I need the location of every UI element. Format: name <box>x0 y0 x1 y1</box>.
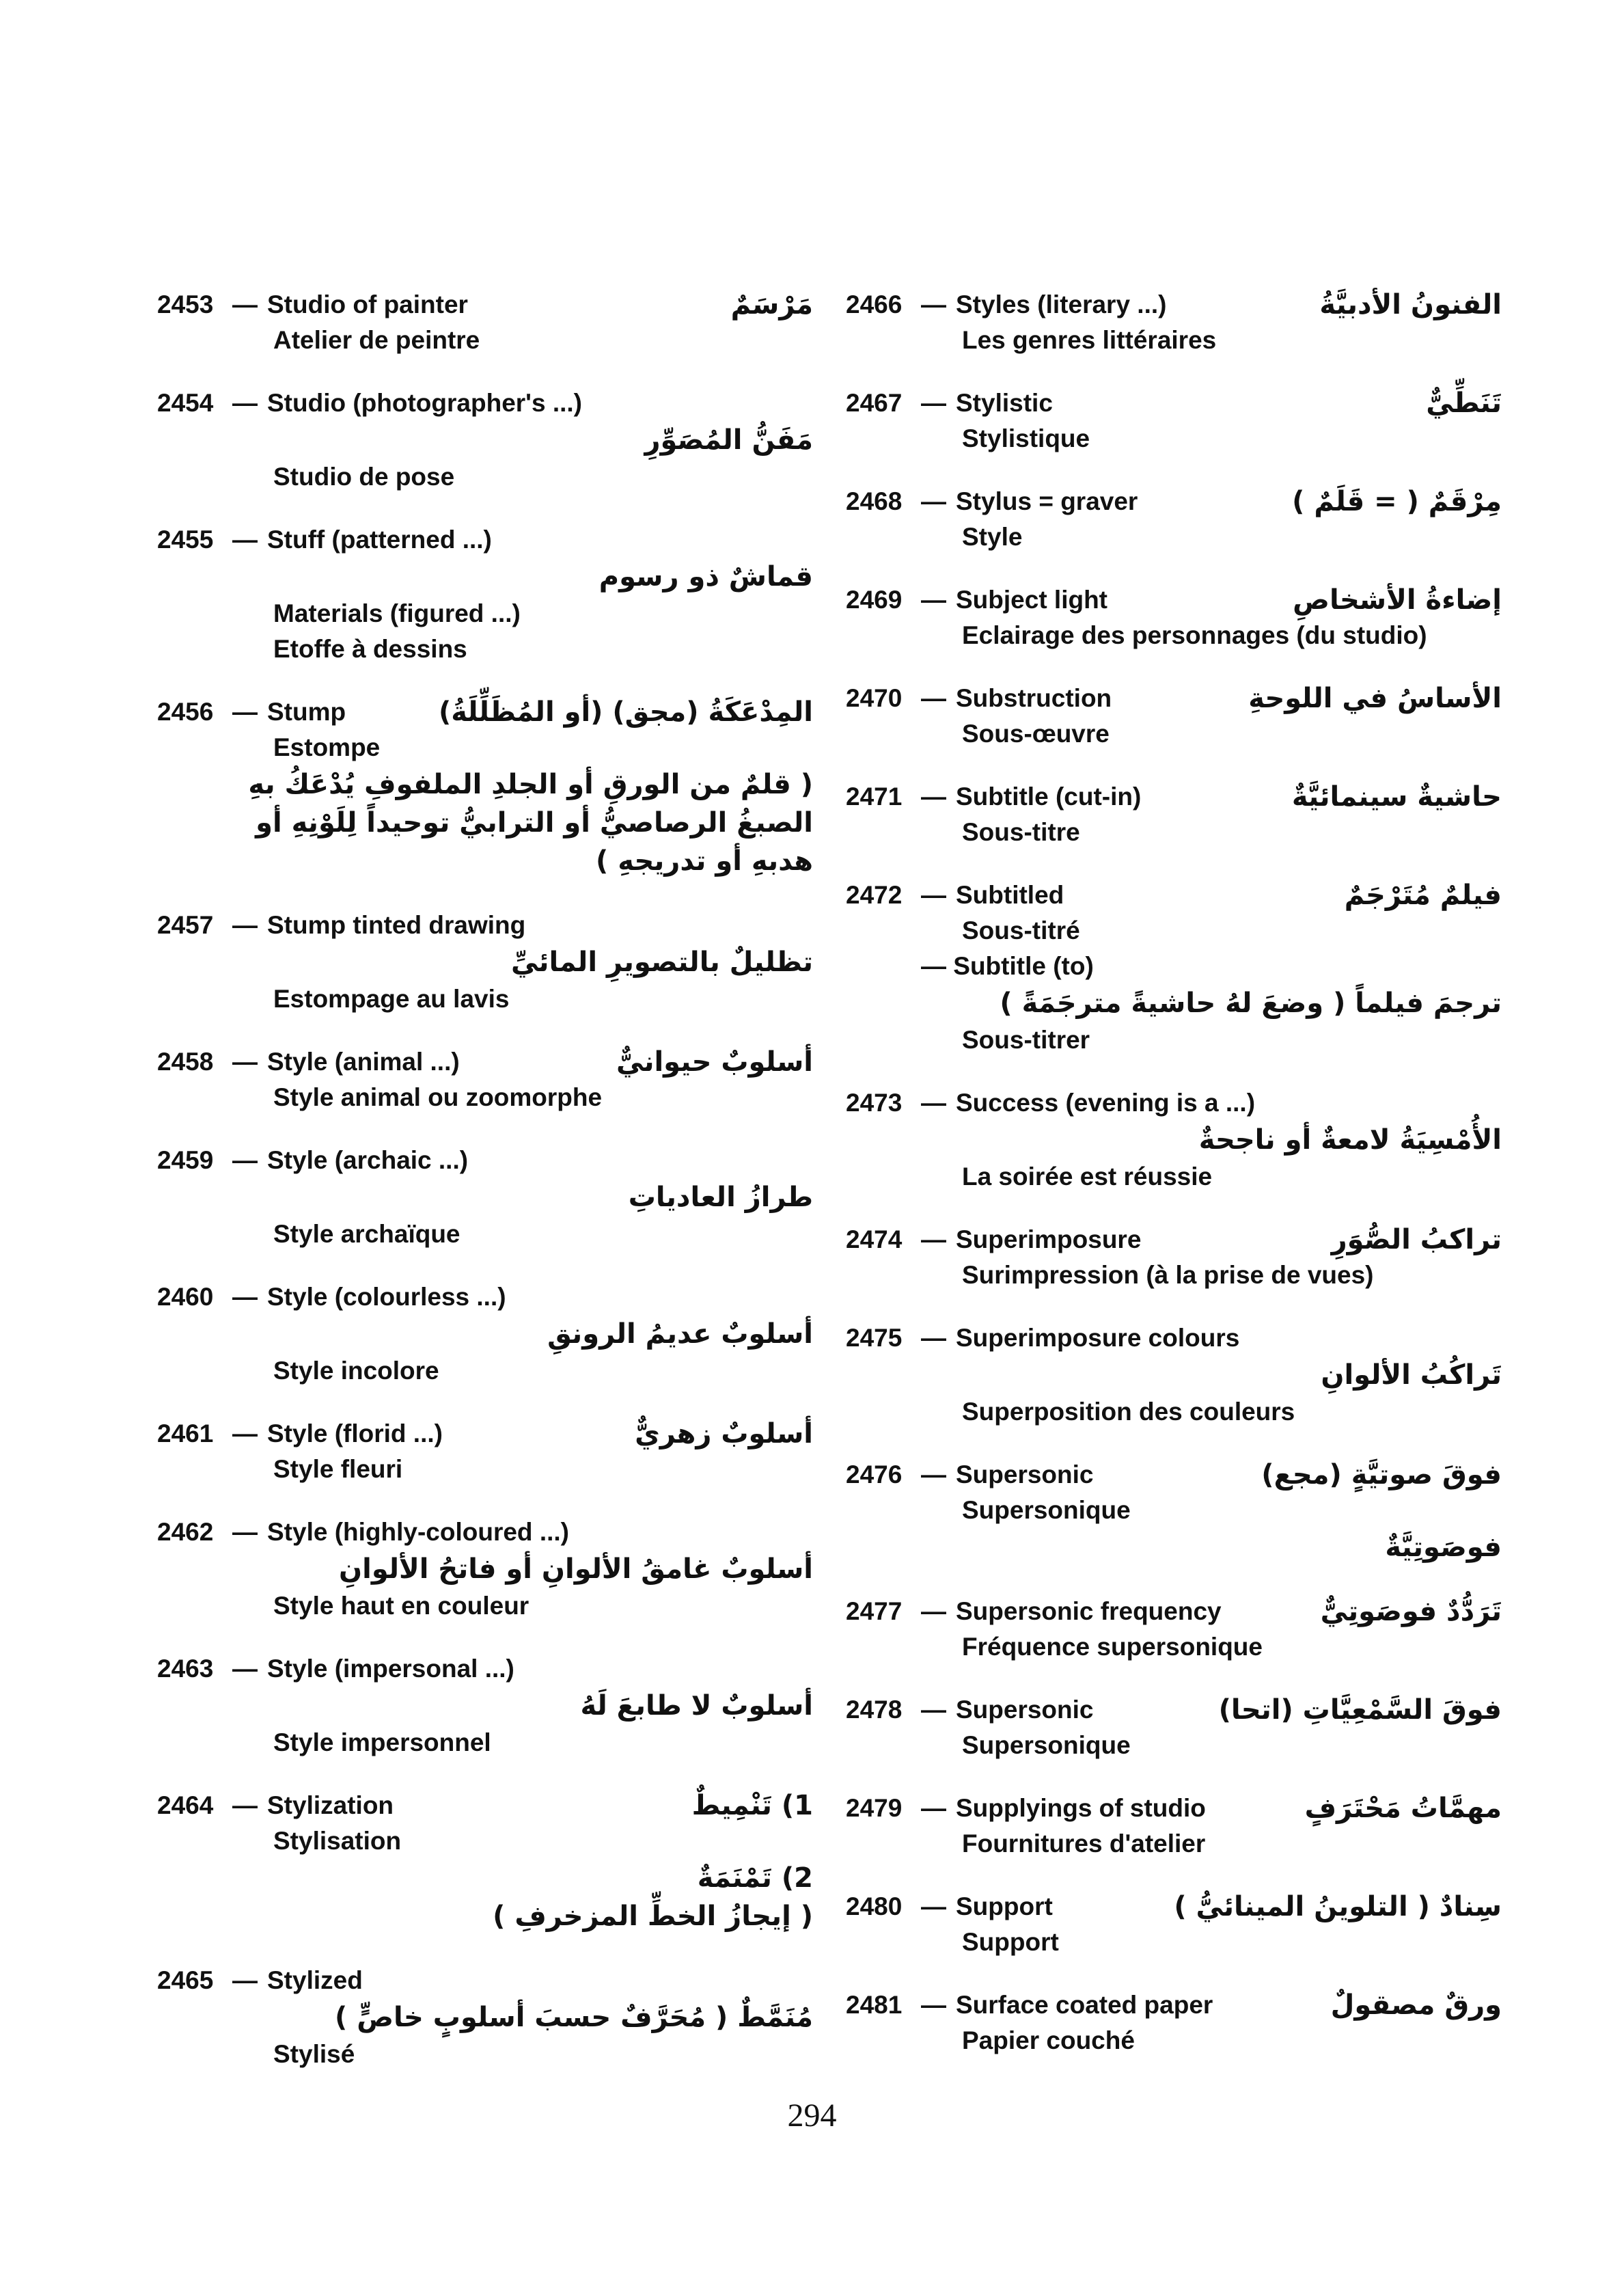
arabic-term: أسلوبٌ زهريٌّ <box>635 1418 813 1450</box>
french-term: Superposition des couleurs <box>962 1398 1295 1426</box>
arabic-term: الفنونُ الأدبيَّةُ <box>1319 289 1502 321</box>
arabic-term: سِنادٌ ( التلوينُ المينائيُّ ) <box>1174 1891 1502 1922</box>
arabic-term: مِرْقَمٌ ( = قَلَمٌ ) <box>1292 486 1502 517</box>
dictionary-entry <box>846 779 1502 850</box>
entry-number: 2459 <box>157 1146 214 1174</box>
dictionary-entry <box>157 1788 813 1935</box>
entry-dash: — <box>232 1966 258 1994</box>
arabic-line: قماشٌ ذو رسوم <box>598 561 813 593</box>
english-term: Studio (photographer's ...) <box>267 389 582 417</box>
entry-term <box>157 385 582 421</box>
entry-term <box>157 908 525 943</box>
dictionary-entry <box>846 1987 1502 2058</box>
entry-dash: — <box>232 1048 258 1076</box>
french-term: Style animal ou zoomorphe <box>273 1083 603 1111</box>
entry-number: 2462 <box>157 1518 214 1546</box>
dictionary-entry <box>846 1457 1502 1566</box>
dictionary-entry <box>846 582 1502 653</box>
entry-head <box>846 1320 1502 1356</box>
dictionary-entry <box>846 878 1502 1058</box>
entry-number: 2481 <box>846 1991 903 2019</box>
dictionary-entry <box>846 484 1502 555</box>
dictionary-entry <box>157 287 813 358</box>
entry-dash: — <box>232 1655 258 1683</box>
dictionary-entry <box>846 1889 1502 1960</box>
entry-term <box>846 779 1141 815</box>
entry-head <box>846 1791 1502 1826</box>
arabic-line: أسلوبٌ عديمُ الرونقِ <box>547 1318 813 1350</box>
arabic-line: هدبهِ أو تدريجهِ ) <box>595 845 813 877</box>
french-term: Materials (figured ...) <box>273 599 521 627</box>
entry-term <box>157 522 492 558</box>
entry-head <box>846 484 1502 519</box>
arabic-term: مَرْسَمٌ <box>730 289 813 321</box>
english-term: Studio of painter <box>267 290 468 318</box>
english-term: Substruction <box>956 684 1112 712</box>
arabic-term: تَنَطِّيٌّ <box>1426 388 1502 419</box>
english-term: Stuff (patterned ...) <box>267 526 492 554</box>
dictionary-entry <box>157 1514 813 1624</box>
entry-number: 2458 <box>157 1048 214 1076</box>
entry-term <box>846 1791 1206 1826</box>
entry-term <box>846 1457 1094 1493</box>
dictionary-entry <box>846 385 1502 457</box>
entry-number: 2466 <box>846 290 903 318</box>
entry-term <box>846 1987 1213 2023</box>
dictionary-entry <box>846 1085 1502 1195</box>
entry-head <box>846 385 1502 421</box>
entry-head <box>157 1044 813 1080</box>
entry-number: 2465 <box>157 1966 214 1994</box>
entry-head <box>846 1085 1502 1121</box>
entry-dash: — <box>232 1146 258 1174</box>
entry-head <box>157 908 813 943</box>
arabic-line: أسلوبٌ غامقُ الألوانِ أو فاتحُ الألوانِ <box>339 1553 813 1585</box>
english-term: Superimposure colours <box>956 1324 1240 1352</box>
english-term: Superimposure <box>956 1225 1142 1253</box>
french-term: Style incolore <box>273 1357 439 1385</box>
dictionary-entry <box>846 1222 1502 1293</box>
english-term: Style (colourless ...) <box>267 1283 506 1311</box>
arabic-line: مَفَنُّ المُصَوِّرِ <box>644 424 813 456</box>
entry-term <box>157 1143 468 1178</box>
french-term: Style haut en couleur <box>273 1592 529 1620</box>
french-term: Estompage au lavis <box>273 985 510 1013</box>
english-term: Style (impersonal ...) <box>267 1655 514 1683</box>
french-term: Sous-œuvre <box>962 720 1110 748</box>
entry-number: 2454 <box>157 389 214 417</box>
french-term: Stylisé <box>273 2040 355 2068</box>
french-term: Supersonique <box>962 1496 1131 1524</box>
french-term: Stylistique <box>962 424 1090 452</box>
entry-term <box>157 1279 506 1315</box>
entry-term <box>157 1416 443 1452</box>
entry-dash: — <box>232 526 258 554</box>
english-term: Stump tinted drawing <box>267 911 526 939</box>
english-term: Support <box>956 1892 1053 1920</box>
french-term: Fournitures d'atelier <box>962 1830 1206 1858</box>
arabic-term: تراكبُ الصُّوَرِ <box>1331 1224 1502 1255</box>
dictionary-entry <box>846 1320 1502 1430</box>
french-term: Sous-titré <box>962 916 1080 944</box>
entry-number: 2472 <box>846 881 903 909</box>
french-term: Studio de pose <box>273 463 455 491</box>
french-term: Style impersonnel <box>273 1728 491 1756</box>
entry-dash: — <box>232 389 258 417</box>
entry-term <box>846 484 1138 519</box>
entry-head <box>157 1279 813 1315</box>
entry-number: 2477 <box>846 1597 903 1625</box>
entry-dash: — <box>921 1892 946 1920</box>
entry-term <box>157 1788 394 1823</box>
french-term: Style archaïque <box>273 1220 460 1248</box>
arabic-term: فوقَ صوتيَّةٍ (مجع) <box>1261 1459 1502 1491</box>
entry-term <box>846 287 1166 323</box>
english-term: Stylus = graver <box>956 487 1138 515</box>
arabic-line: تظليلٌ بالتصويرِ المائيِّ <box>510 947 813 978</box>
entry-dash: — <box>232 290 258 318</box>
dictionary-entry <box>157 908 813 1017</box>
arabic-subterm: ترجمَ فيلماً ( وضعَ لهُ حاشيةً مترجَمَةً ) <box>1000 988 1502 1019</box>
entry-term <box>846 1085 1255 1121</box>
arabic-term: مهمَّاتُ مَحْتَرَفٍ <box>1304 1793 1502 1824</box>
french-term: Sous-titre <box>962 818 1080 846</box>
english-term: Supersonic <box>956 1460 1094 1488</box>
french-term: Fréquence supersonique <box>962 1633 1263 1661</box>
english-term: Style (highly-coloured ...) <box>267 1518 569 1546</box>
entry-term <box>846 1889 1053 1925</box>
arabic-line: مُنَمَّطٌ ( مُحَرَّفٌ حسبَ أسلوبٍ خاصٍّ ) <box>335 2002 813 2033</box>
arabic-line: فوصَوتِيَّةٌ <box>1385 1532 1502 1563</box>
arabic-term: 1) تَنْمِيطٌ <box>691 1790 813 1821</box>
french-term: Estompe <box>273 733 381 761</box>
entry-head <box>846 1987 1502 2023</box>
entry-dash: — <box>232 1283 258 1311</box>
french-term: Style <box>962 523 1023 551</box>
entry-number: 2479 <box>846 1794 903 1822</box>
dictionary-entry <box>846 287 1502 358</box>
entry-dash: — <box>921 1089 946 1117</box>
entry-number: 2460 <box>157 1283 214 1311</box>
entry-dash: — <box>921 487 946 515</box>
arabic-term: الأساسُ في اللوحةِ <box>1248 683 1502 714</box>
dictionary-entry <box>157 1651 813 1760</box>
entry-number: 2475 <box>846 1324 903 1352</box>
entry-number: 2457 <box>157 911 214 939</box>
arabic-term: فوقَ السَّمْعِيَّاتِ (اتحا) <box>1218 1694 1502 1726</box>
entry-term <box>846 681 1112 716</box>
english-term: Style (archaic ...) <box>267 1146 469 1174</box>
entry-number: 2474 <box>846 1225 903 1253</box>
entry-head <box>846 878 1502 913</box>
entry-dash: — <box>921 881 946 909</box>
entry-dash: — <box>921 684 946 712</box>
entry-term <box>846 1594 1222 1629</box>
entry-number: 2468 <box>846 487 903 515</box>
french-term: Eclairage des personnages (du studio) <box>962 621 1427 649</box>
entry-dash: — <box>921 290 946 318</box>
french-term: Support <box>962 1928 1059 1956</box>
english-term: Supplyings of studio <box>956 1794 1206 1822</box>
entry-dash: — <box>921 1460 946 1488</box>
entry-term <box>157 1044 460 1080</box>
entry-dash: — <box>921 1696 946 1724</box>
left-column <box>157 287 813 2099</box>
entry-head <box>157 385 813 421</box>
french-term: La soirée est réussie <box>962 1163 1213 1191</box>
entry-number: 2464 <box>157 1791 214 1819</box>
entry-dash: — <box>921 1225 946 1253</box>
entry-term <box>157 1651 514 1687</box>
entry-term <box>157 1514 569 1550</box>
entry-number: 2456 <box>157 698 214 726</box>
arabic-line: أسلوبٌ لا طابعَ لَهُ <box>580 1690 813 1722</box>
entry-number: 2453 <box>157 290 214 318</box>
dictionary-entry <box>846 1594 1502 1665</box>
dictionary-entry <box>157 1416 813 1487</box>
entry-term <box>846 878 1064 913</box>
arabic-term: المِدْعَكَةُ (مجق) (أو المُظَلِّلَةُ) <box>438 696 813 728</box>
french-term: Les genres littéraires <box>962 326 1217 354</box>
entry-number: 2473 <box>846 1089 903 1117</box>
entry-number: 2478 <box>846 1696 903 1724</box>
entry-head <box>846 1222 1502 1257</box>
entry-term <box>846 1320 1239 1356</box>
arabic-line: 2) تَمْنَمَةٌ <box>697 1862 813 1894</box>
entry-term <box>157 694 346 730</box>
english-term: Supersonic <box>956 1696 1094 1724</box>
entry-number: 2469 <box>846 586 903 614</box>
entry-head <box>157 287 813 323</box>
arabic-line: الصبغُ الرصاصيُّ أو الترابيُّ توحيداً لِلَوْنِهِ أو <box>256 807 813 839</box>
arabic-line: ( قلمٌ من الورقِ أو الجلدِ الملفوفِ يُدْعَكُ بهِ <box>248 769 813 800</box>
entry-head <box>157 1416 813 1452</box>
english-term: Style (florid ...) <box>267 1419 443 1447</box>
french-term: Etoffe à dessins <box>273 635 467 663</box>
entry-head <box>157 522 813 558</box>
entry-dash: — <box>921 1597 946 1625</box>
entry-dash: — <box>232 1419 258 1447</box>
entry-head <box>846 582 1502 618</box>
english-term: Surface coated paper <box>956 1991 1213 2019</box>
french-term: Atelier de peintre <box>273 326 480 354</box>
french-term: Style fleuri <box>273 1455 403 1483</box>
entry-number: 2455 <box>157 526 214 554</box>
arabic-term: إضاءةُ الأشخاصِ <box>1293 584 1502 616</box>
entry-number: 2461 <box>157 1419 214 1447</box>
english-term: Stylized <box>267 1966 363 1994</box>
dictionary-entry <box>157 1279 813 1389</box>
entry-head <box>846 1889 1502 1925</box>
entry-dash: — <box>921 1324 946 1352</box>
dictionary-entry <box>157 385 813 495</box>
entry-head <box>846 681 1502 716</box>
entry-head <box>157 1651 813 1687</box>
english-subterm: — Subtitle (to) <box>921 952 1094 980</box>
dictionary-entry <box>157 694 813 880</box>
english-term: Style (animal ...) <box>267 1048 460 1076</box>
arabic-line: طرازُ العادياتِ <box>628 1182 813 1213</box>
french-subterm: Sous-titrer <box>962 1026 1090 1054</box>
entry-dash: — <box>232 1791 258 1819</box>
english-term: Subject light <box>956 586 1107 614</box>
french-term: Surimpression (à la prise de vues) <box>962 1261 1374 1289</box>
arabic-term: فيلمٌ مُتَرْجَمٌ <box>1344 880 1502 911</box>
entry-dash: — <box>232 911 258 939</box>
arabic-line: الأُمْسِيَةُ لامعةٌ أو ناجحةٌ <box>1198 1124 1502 1156</box>
entry-number: 2480 <box>846 1892 903 1920</box>
entry-term <box>846 1692 1094 1728</box>
entry-head <box>846 779 1502 815</box>
entry-number: 2476 <box>846 1460 903 1488</box>
arabic-line: تَراكُبُ الألوانِ <box>1321 1359 1502 1391</box>
entry-dash: — <box>921 586 946 614</box>
entry-number: 2470 <box>846 684 903 712</box>
entry-number: 2463 <box>157 1655 214 1683</box>
french-term: Papier couché <box>962 2026 1135 2054</box>
dictionary-entry <box>846 1692 1502 1763</box>
english-term: Subtitle (cut-in) <box>956 783 1142 811</box>
entry-term <box>157 287 468 323</box>
entry-head <box>846 1594 1502 1629</box>
arabic-line: ( إيجازُ الخطِّ المزخرفِ ) <box>493 1901 813 1932</box>
english-term: Stylization <box>267 1791 394 1819</box>
entry-head <box>157 1963 813 1998</box>
page-number: 294 <box>787 2097 837 2134</box>
entry-head <box>846 1692 1502 1728</box>
french-term: Supersonique <box>962 1731 1131 1759</box>
dictionary-entry <box>157 522 813 667</box>
english-term: Subtitled <box>956 881 1064 909</box>
english-term: Supersonic frequency <box>956 1597 1222 1625</box>
dictionary-entry <box>157 1143 813 1252</box>
entry-term <box>846 1222 1141 1257</box>
english-term: Success (evening is a ...) <box>956 1089 1256 1117</box>
entry-dash: — <box>921 783 946 811</box>
english-term: Styles (literary ...) <box>956 290 1167 318</box>
entry-term <box>157 1963 363 1998</box>
entry-dash: — <box>921 1991 946 2019</box>
french-term: Stylisation <box>273 1827 402 1855</box>
entry-dash: — <box>232 698 258 726</box>
entry-head <box>157 1143 813 1178</box>
right-column <box>846 287 1502 2086</box>
english-term: Stylistic <box>956 389 1053 417</box>
dictionary-entry <box>846 681 1502 752</box>
arabic-term: أسلوبٌ حيوانيٌّ <box>616 1046 813 1078</box>
dictionary-entry <box>846 1791 1502 1862</box>
dictionary-entry <box>157 1044 813 1115</box>
arabic-term: ورقٌ مصقولٌ <box>1330 1989 1502 2021</box>
entry-dash: — <box>232 1518 258 1546</box>
entry-number: 2471 <box>846 783 903 811</box>
entry-dash: — <box>921 1794 946 1822</box>
english-term: Stump <box>267 698 346 726</box>
entry-head <box>846 1457 1502 1493</box>
entry-head <box>157 694 813 730</box>
arabic-term: حاشيةٌ سينمائيَّةٌ <box>1291 781 1502 813</box>
entry-number: 2467 <box>846 389 903 417</box>
entry-head <box>157 1514 813 1550</box>
entry-term <box>846 582 1107 618</box>
dictionary-entry <box>157 1963 813 2072</box>
entry-term <box>846 385 1053 421</box>
entry-dash: — <box>921 389 946 417</box>
arabic-term: تَرَدُّدٌ فوصَوتِيٌّ <box>1320 1596 1502 1627</box>
entry-head <box>157 1788 813 1823</box>
entry-head <box>846 287 1502 323</box>
